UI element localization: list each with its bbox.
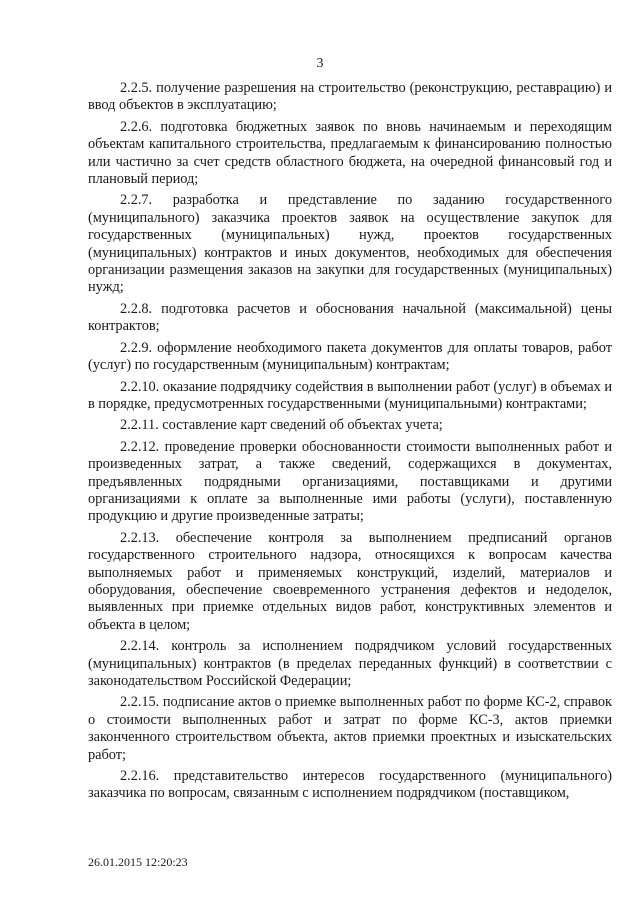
paragraph-2-2-15: 2.2.15. подписание актов о приемке выполненных работ по форме КС-2, справок о стоимости выполненных работ и затрат по форме КС-3, актов приемки законченного строительством объекта, актов приемки проектных и изыскательских работ; (88, 694, 612, 763)
page-number: 3 (316, 56, 324, 71)
paragraph-2-2-14: 2.2.14. контроль за исполнением подрядчиком условий государственных (муниципальных) контрактов (в пределах переданных функций) в соответствии с законодательством Российской Федерации; (88, 638, 612, 689)
paragraph-2-2-11: 2.2.11. составление карт сведений об объектах учета; (120, 417, 443, 434)
paragraph-2-2-7: 2.2.7. разработка и представление по заданию государственного (муниципального) заказчика проектов заявок на осуществление закупок для государственных (муниципальных) нужд, проектов государственных (муниципальных) контрактов и иных документов, необходимых для обеспечения организации размещения заказов на закупки для государственных (муниципальных) нужд; (88, 192, 612, 296)
paragraph-2-2-10: 2.2.10. оказание подрядчику содействия в выполнении работ (услуг) в объемах и в порядке, предусмотренных государственными (муниципальными) контрактами; (88, 378, 612, 412)
paragraph-2-2-8: 2.2.8. подготовка расчетов и обоснования начальной (максимальной) цены контрактов; (88, 300, 612, 335)
paragraph-2-2-16: 2.2.16. представительство интересов государственного (муниципального) заказчика по вопросам, связанным с исполнением подрядчиком (поставщиком, (88, 768, 612, 802)
paragraph-2-2-12: 2.2.12. проведение проверки обоснованности стоимости выполненных работ и произведенных затрат, а также сведений, содержащихся в документах, предъявленных подрядными организациями, поставщиками и другими организациями к оплате за выполненные ими работы (услуги), поставленную продукцию и другие произведенные затраты; (88, 438, 612, 525)
document-body (88, 80, 612, 807)
paragraph-2-2-6: 2.2.6. подготовка бюджетных заявок по вновь начинаемым и переходящим объектам капитального строительства, предлагаемым к финансированию полностью или частично за счет средств областного бюджета, на очередной финансовый год и плановый период; (88, 118, 612, 188)
paragraph-2-2-9: 2.2.9. оформление необходимого пакета документов для оплаты товаров, работ (услуг) по государственным (муниципальным) контрактам; (88, 339, 612, 374)
paragraph-2-2-5: 2.2.5. получение разрешения на строительство (реконструкцию, реставрацию) и ввод объектов в эксплуатацию; (88, 80, 612, 114)
footer-timestamp: 26.01.2015 12:20:23 (88, 855, 188, 869)
paragraph-2-2-13: 2.2.13. обеспечение контроля за выполнением предписаний органов государственного строительного надзора, относящихся к вопросам качества выполняемых работ и применяемых конструкций, изделий, материалов и оборудования, обеспечение своевременного устранения дефектов и недоделок, выявленных при приемке отдельных видов работ, конструктивных элементов и объекта в целом; (88, 529, 612, 633)
